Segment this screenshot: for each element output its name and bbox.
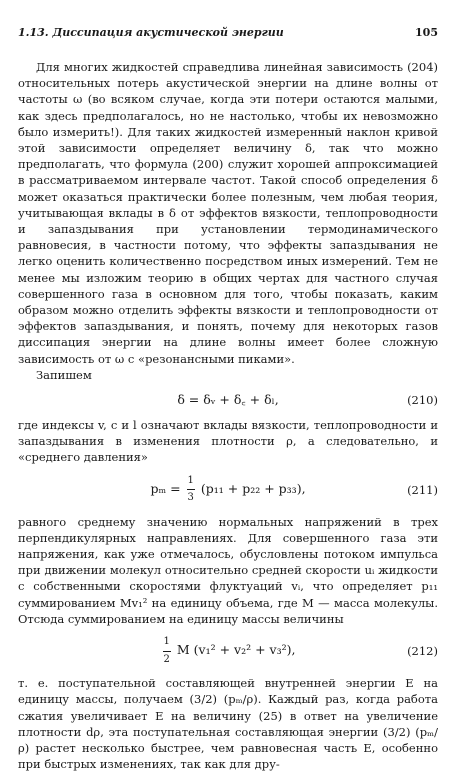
equation-212-number: (212) — [407, 643, 438, 658]
running-header — [18, 26, 438, 39]
paragraph-4: равного среднему значению нормальных напряжений в трех перпендикулярных направлениях. Для совершенного газа эти напряжения, как уже отмечалось, обусловлены потоком импульса при движении молекул относительно средней скорости uᵢ жидкости с собственными скоростями флуктуаций vᵢ, что определяет p₁₁ суммированием Mv₁² на единицу объема, где M — масса молекулы. Отсюда суммированием на единицу массы величины — [18, 514, 438, 626]
equation-212-fraction-numerator: 1 — [163, 634, 171, 651]
paragraph-1: Для многих жидкостей справедлива линейная зависимость (204) относительных потерь акустической энергии на длине волны от частоты ω (во всяком случае, когда эти потери остаются малыми, как здесь предполагалось, но не настолько, чтобы их невозможно было измерить!). Для таких жидкостей измеренный наклон кривой этой зависимости определяет величину δ, так что можно предполагать, что формула (200) служит хорошей аппроксимацией в рассматриваемом интервале частот. Такой способ определения δ может оказаться практически более полезным, чем любая теория, учитывающая вклады в δ от эффектов вязкости, теплопроводности и запаздывания при установлении термодинамического равновесия, в частности потому, что эффекты запаздывания не легко оценить количественно посредством иных измерений. Тем не менее мы изложим теорию в общих чертах для частного случая совершенного газа в основном для того, чтобы показать, каким образом можно отделить эффекты вязкости и теплопроводности от эффектов запаздывания, и понять, почему для некоторых газов диссипация энергии на длине волны имеет более сложную зависимость от ω с «резонансными пиками». — [18, 60, 438, 366]
equation-210-number: (210) — [407, 392, 438, 407]
body-text — [18, 59, 438, 772]
equation-211-body — [150, 473, 305, 506]
equation-212-body — [161, 634, 296, 667]
equation-211-fraction-denominator: 3 — [187, 492, 194, 504]
equation-210-body: δ = δᵥ + δ꜀ + δₗ, — [177, 391, 279, 407]
equation-212-fraction-denominator: 2 — [163, 653, 170, 665]
section-title: 1.13. Диссипация акустической энергии — [18, 26, 284, 39]
paragraph-3: где индексы v, c и l означают вклады вязкости, теплопроводности и запаздывания в изменения плотности ρ, а следовательно, и «среднего давления» — [18, 418, 438, 465]
equation-211-rhs: (p₁₁ + p₂₂ + p₃₃), — [200, 481, 306, 497]
equation-211-fraction-numerator: 1 — [187, 473, 195, 490]
equation-211 — [18, 472, 438, 508]
equation-212-rhs: M (v₁² + v₂² + v₃²), — [176, 642, 296, 658]
equation-212 — [18, 633, 438, 669]
equation-212-fraction — [163, 634, 171, 667]
equation-211-number: (211) — [407, 482, 438, 497]
equation-211-fraction — [187, 473, 195, 506]
page-number: 105 — [415, 26, 438, 39]
equation-210 — [18, 389, 438, 411]
equation-211-lhs: pₘ = — [150, 481, 181, 497]
paragraph-2: Запишем — [36, 367, 92, 382]
paragraph-5: т. е. поступательной составляющей внутренней энергии E на единицу массы, получаем (3/2) (pₘ/ρ). Каждый раз, когда работа сжатия увеличивает E на величину (25) в ответ на увеличение плотности dρ, эта поступательная составляющая энергии (3/2) (pₘ/ρ) растет несколько быстрее, чем равновесная часть E, особенно при быстрых изменениях, так как для дру- — [18, 676, 438, 772]
